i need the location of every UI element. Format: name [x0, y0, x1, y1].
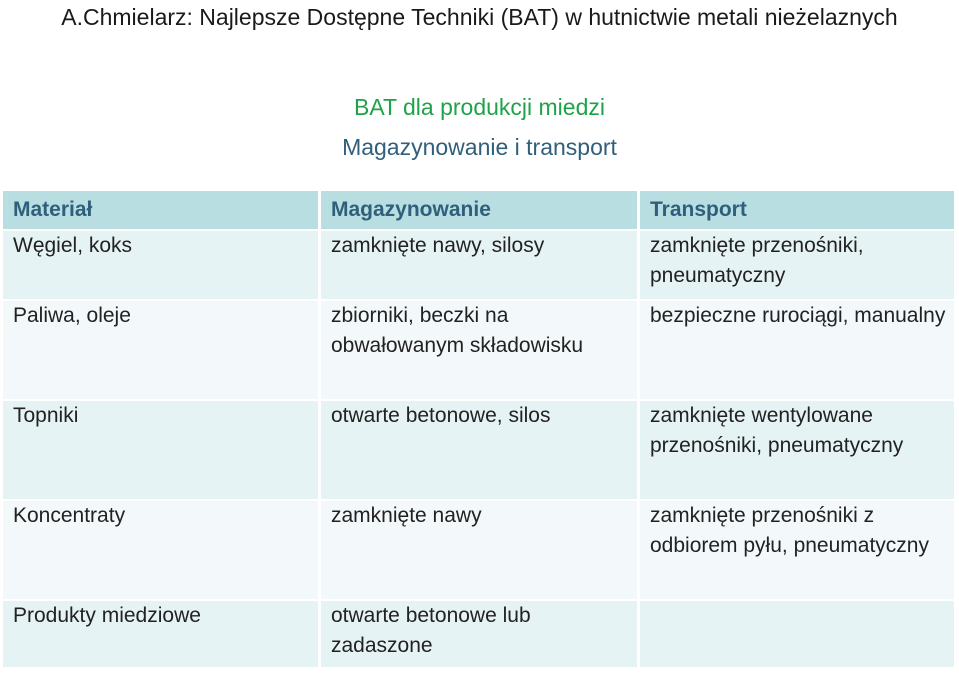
cell-storage: otwarte betonowe lub zadaszone: [321, 601, 637, 667]
table-row: [3, 301, 954, 399]
cell-transport: bezpieczne rurociągi, manualny: [640, 301, 954, 399]
storage-transport-table: [0, 189, 957, 669]
cell-material: Węgiel, koks: [3, 231, 318, 299]
cell-material: Koncentraty: [3, 501, 318, 599]
cell-material: Topniki: [3, 401, 318, 499]
header-transport: Transport: [640, 191, 954, 229]
table-row: [3, 601, 954, 667]
cell-material: Paliwa, oleje: [3, 301, 318, 399]
header-storage: Magazynowanie: [321, 191, 637, 229]
table-header-row: [3, 191, 954, 229]
cell-storage: zbiorniki, beczki na obwałowanym składowisku: [321, 301, 637, 399]
cell-transport: zamknięte przenośniki, pneumatyczny: [640, 231, 954, 299]
cell-storage: zamknięte nawy, silosy: [321, 231, 637, 299]
cell-transport: zamknięte wentylowane przenośniki, pneumatyczny: [640, 401, 954, 499]
cell-transport: zamknięte przenośniki z odbiorem pyłu, pneumatyczny: [640, 501, 954, 599]
page-title: A.Chmielarz: Najlepsze Dostępne Techniki (BAT) w hutnictwie metali nieżelaznych: [61, 4, 898, 30]
subtitle: BAT dla produkcji miedzi: [354, 94, 605, 120]
table-row: [3, 231, 954, 299]
cell-storage: otwarte betonowe, silos: [321, 401, 637, 499]
table-row: [3, 501, 954, 599]
header-material: Materiał: [3, 191, 318, 229]
cell-storage: zamknięte nawy: [321, 501, 637, 599]
table-row: [3, 401, 954, 499]
cell-transport: [640, 601, 954, 667]
subtitle-secondary: Magazynowanie i transport: [342, 134, 617, 160]
cell-material: Produkty miedziowe: [3, 601, 318, 667]
